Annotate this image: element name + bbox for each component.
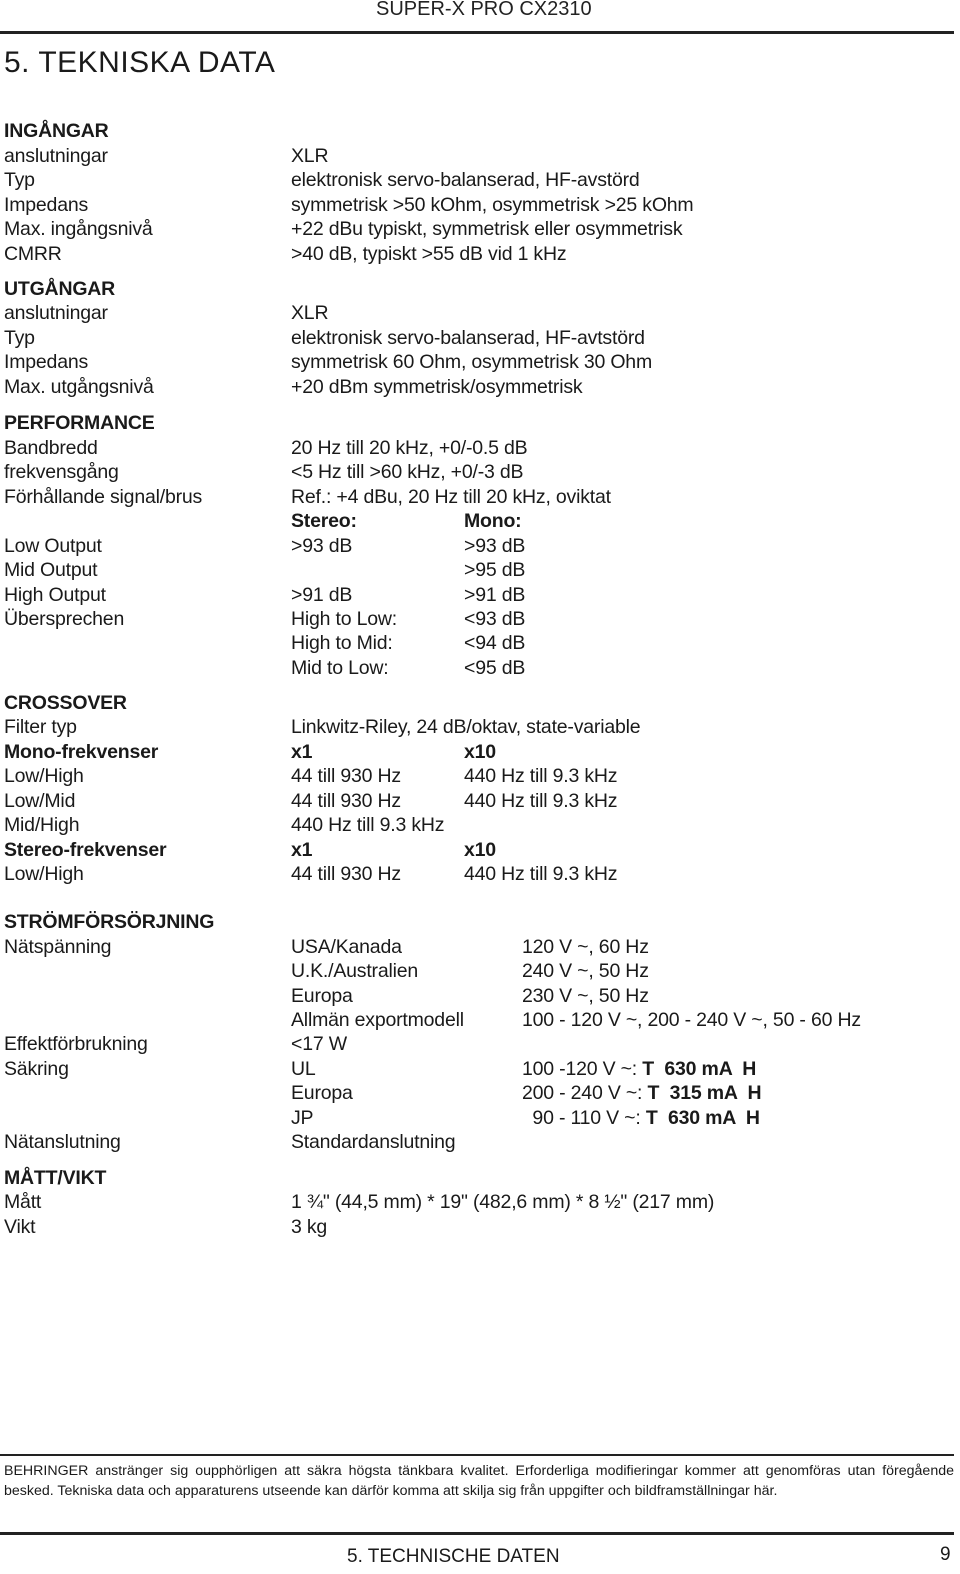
mono-low-mid-label: Low/Mid [4, 790, 76, 812]
fuse-spec [522, 1082, 761, 1105]
mono-low-high-x10: 440 Hz till 9.3 kHz [464, 765, 618, 787]
footer-note-rule [0, 1454, 954, 1456]
mains-value: 120 V ~, 60 Hz [522, 936, 649, 958]
power-heading: STRÖMFÖRSÖRJNING [4, 911, 215, 933]
snr-value: Ref.: +4 dBu, 20 Hz till 20 kHz, oviktat [291, 486, 611, 508]
mono-low-mid-x10: 440 Hz till 9.3 kHz [464, 790, 618, 812]
page-number: 9 [940, 1544, 951, 1565]
crosstalk-high-mid-label: High to Mid: [291, 632, 393, 654]
mono-freq-heading: Mono-frekvenser [4, 741, 159, 763]
mono-mid-high-x1: 440 Hz till 9.3 kHz [291, 814, 445, 836]
outputs-type-value: elektronisk servo-balanserad, HF-avtstörd [291, 327, 645, 349]
fuse-range: 90 - 110 V ~: [522, 1107, 646, 1129]
outputs-type-label: Typ [4, 327, 35, 349]
bandwidth-label: Bandbredd [4, 437, 98, 459]
outputs-impedance-label: Impedans [4, 351, 89, 373]
mains-value: 100 - 120 V ~, 200 - 240 V ~, 50 - 60 Hz [522, 1009, 861, 1031]
disclaimer-note: BEHRINGER anstränger sig oupphörligen att säkra högsta tänkbara kvalitet. Erforderliga modifieringar kommer att genomföras utan föregående besked. Tekniska data och apparaturens utseende kan därför komma att skilja sig från uppgifter och bildframställningar här. [4, 1463, 954, 1499]
low-output-mono: >93 dB [464, 535, 526, 557]
mono-mid-high-label: Mid/High [4, 814, 80, 836]
fuse-range: 200 - 240 V ~: [522, 1082, 648, 1104]
outputs-max-level-label: Max. utgångsnivå [4, 376, 154, 398]
mains-value: 240 V ~, 50 Hz [522, 960, 649, 982]
mains-region: USA/Kanada [291, 936, 402, 958]
mono-low-high-x1: 44 till 930 Hz [291, 765, 401, 787]
fuse-label: Säkring [4, 1058, 69, 1080]
low-output-label: Low Output [4, 535, 102, 557]
power-consumption-value: <17 W [291, 1033, 347, 1055]
fuse-spec [522, 1058, 756, 1081]
inputs-max-level-value: +22 dBu typiskt, symmetrisk eller osymmetrisk [291, 218, 683, 240]
filter-type-value: Linkwitz-Riley, 24 dB/oktav, state-variable [291, 716, 641, 738]
inputs-impedance-label: Impedans [4, 194, 89, 216]
crosstalk-high-low-label: High to Low: [291, 608, 397, 630]
crosstalk-high-low-value: <93 dB [464, 608, 526, 630]
inputs-heading: INGÅNGAR [4, 120, 109, 142]
mono-x1-header: x1 [291, 741, 313, 763]
fuse-region: JP [291, 1107, 314, 1129]
crosstalk-label: Übersprechen [4, 608, 125, 630]
inputs-cmrr-label: CMRR [4, 243, 62, 265]
inputs-impedance-value: symmetrisk >50 kOhm, osymmetrisk >25 kOhm [291, 194, 694, 216]
mains-region: Europa [291, 985, 353, 1007]
bandwidth-value: 20 Hz till 20 kHz, +0/-0.5 dB [291, 437, 528, 459]
fuse-rating: T 630 mA H [645, 1107, 760, 1129]
footer-rule [0, 1532, 954, 1535]
size-value: 1 ¾" (44,5 mm) * 19" (482,6 mm) * 8 ½" (217 mm) [291, 1191, 715, 1213]
footer-section-title: 5. TECHNISCHE DATEN [347, 1546, 560, 1567]
stereo-freq-heading: Stereo-frekvenser [4, 839, 167, 861]
outputs-impedance-value: symmetrisk 60 Ohm, osymmetrisk 30 Ohm [291, 351, 652, 373]
header-rule [0, 31, 954, 34]
outputs-connectors-value: XLR [291, 302, 329, 324]
inputs-connectors-value: XLR [291, 145, 329, 167]
snr-label: Förhållande signal/brus [4, 486, 203, 508]
inputs-type-value: elektronisk servo-balanserad, HF-avstörd [291, 169, 640, 191]
fuse-spec [522, 1107, 760, 1130]
weight-value: 3 kg [291, 1216, 328, 1238]
fuse-rating: T 315 mA H [647, 1082, 762, 1104]
mains-connection-label: Nätanslutning [4, 1131, 121, 1153]
size-label: Mått [4, 1191, 42, 1213]
inputs-max-level-label: Max. ingångsnivå [4, 218, 153, 240]
fuse-range: 100 -120 V ~: [522, 1058, 643, 1080]
filter-type-label: Filter typ [4, 716, 77, 738]
stereo-low-high-label: Low/High [4, 863, 84, 885]
outputs-heading: UTGÅNGAR [4, 278, 116, 300]
fuse-region: UL [291, 1058, 316, 1080]
fuse-region: Europa [291, 1082, 353, 1104]
stereo-low-high-x10: 440 Hz till 9.3 kHz [464, 863, 618, 885]
mono-column-header: Mono: [464, 510, 522, 532]
crosstalk-mid-low-label: Mid to Low: [291, 657, 389, 679]
high-output-label: High Output [4, 584, 106, 606]
stereo-x10-header: x10 [464, 839, 496, 861]
power-consumption-label: Effektförbrukning [4, 1033, 148, 1055]
inputs-cmrr-value: >40 dB, typiskt >55 dB vid 1 kHz [291, 243, 567, 265]
freq-response-label: frekvensgång [4, 461, 119, 483]
mid-output-mono: >95 dB [464, 559, 526, 581]
dimensions-heading: MÅTT/VIKT [4, 1167, 107, 1189]
mono-x10-header: x10 [464, 741, 496, 763]
mid-output-label: Mid Output [4, 559, 98, 581]
crosstalk-high-mid-value: <94 dB [464, 632, 526, 654]
outputs-max-level-value: +20 dBm symmetrisk/osymmetrisk [291, 376, 583, 398]
crossover-heading: CROSSOVER [4, 692, 127, 714]
mains-region: U.K./Australien [291, 960, 419, 982]
mono-low-mid-x1: 44 till 930 Hz [291, 790, 401, 812]
outputs-connectors-label: anslutningar [4, 302, 108, 324]
fuse-rating: T 630 mA H [642, 1058, 757, 1080]
weight-label: Vikt [4, 1216, 36, 1238]
mains-voltage-label: Nätspänning [4, 936, 112, 958]
mains-connection-value: Standardanslutning [291, 1131, 456, 1153]
stereo-column-header: Stereo: [291, 510, 357, 532]
stereo-low-high-x1: 44 till 930 Hz [291, 863, 401, 885]
mains-region: Allmän exportmodell [291, 1009, 464, 1031]
freq-response-value: <5 Hz till >60 kHz, +0/-3 dB [291, 461, 524, 483]
inputs-connectors-label: anslutningar [4, 145, 108, 167]
inputs-type-label: Typ [4, 169, 35, 191]
performance-heading: PERFORMANCE [4, 412, 155, 434]
stereo-x1-header: x1 [291, 839, 313, 861]
product-name: SUPER-X PRO CX2310 [376, 0, 592, 20]
high-output-mono: >91 dB [464, 584, 526, 606]
mains-value: 230 V ~, 50 Hz [522, 985, 649, 1007]
low-output-stereo: >93 dB [291, 535, 353, 557]
high-output-stereo: >91 dB [291, 584, 353, 606]
mono-low-high-label: Low/High [4, 765, 84, 787]
page-title: 5. TEKNISKA DATA [4, 46, 276, 79]
crosstalk-mid-low-value: <95 dB [464, 657, 526, 679]
